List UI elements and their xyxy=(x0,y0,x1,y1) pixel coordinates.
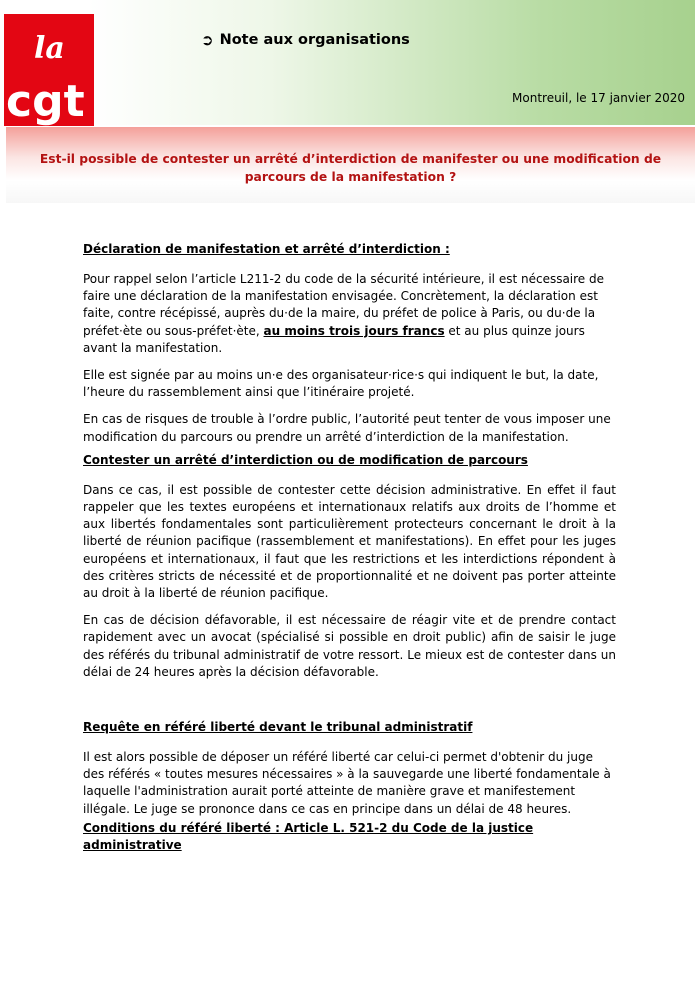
spacer xyxy=(83,691,616,719)
paragraph: En cas de décision défavorable, il est nécessaire de réagir vite et de prendre contact rapidement avec un avocat (spécialisé si possible en droit public) afin de saisir le juge des référés du tribunal administratif de votre ressort. Le mieux est de contester dans un délai de 24 heures après la décision défavorable. xyxy=(83,613,616,679)
arrow-right-icon: ➲ xyxy=(201,30,214,49)
question-banner xyxy=(6,127,695,203)
question-text: Est-il possible de contester un arrêté d’interdiction de manifester ou une modification de parcours de la manifestation ? xyxy=(39,152,662,184)
cgt-logo xyxy=(4,14,94,126)
date-line: Montreuil, le 17 janvier 2020 xyxy=(512,91,685,105)
logo-text-cgt: cgt xyxy=(6,76,85,126)
cgt-logo-graphic xyxy=(4,14,94,126)
paragraph: Dans ce cas, il est possible de contester cette décision administrative. En effet il faut rappeler que les textes européens et internationaux relatifs aux droits de l’homme et aux libertés fondamentales sont particulièrement protecteurs concernant le droit à la liberté de réunion pacifique (rassemblement et manifestations). En effet pour les juges européens et internationaux, il faut que les restrictions et les interdictions répondent à des critères stricts de nécessité et de proportionnalité et ne doivent pas porter atteinte au droit à la liberté de réunion pacifique. xyxy=(83,482,616,601)
paragraph-text: et au plus quinze jours avant la manifestation. xyxy=(83,323,585,355)
note-title-text: Note aux organisations xyxy=(219,32,410,48)
paragraph: En cas de risques de trouble à l’ordre public, l’autorité peut tenter de vous imposer une modification du parcours ou prendre un arrêté d’interdiction de la manifestation. xyxy=(83,412,611,444)
section-heading-contest: Contester un arrêté d’interdiction ou de modification de parcours xyxy=(83,452,528,467)
paragraph xyxy=(83,271,616,357)
paragraph: Il est alors possible de déposer un référé liberté car celui-ci permet d'obtenir du juge des référés « toutes mesures nécessaires » à la sauvegarde une liberté fondamentale à laquelle l'administration aurait porté atteinte de manière grave et manifestement illégale. Le juge se prononce dans ce cas en principe dans un délai de 48 heures. xyxy=(83,750,611,816)
logo-text-la: la xyxy=(34,31,65,66)
section-heading-declaration: Déclaration de manifestation et arrêté d’interdiction : xyxy=(83,242,450,256)
paragraph-text: Pour rappel selon l’article L211-2 du code de la sécurité intérieure, il est nécessaire de faire une déclaration de la manifestation envisagée. Concrètement, la déclaration est faite, contre récépissé, auprès du·de la maire, du préfet de police à Paris, ou du·de la préfet·ète ou sous-préfet·ète, xyxy=(83,272,605,338)
emphasis-text: au moins trois jours francs xyxy=(263,323,445,338)
paragraph: Elle est signée par au moins un·e des organisateur·rice·s qui indiquent le but, la date, l’heure du rassemblement ainsi que l’itinéraire projeté. xyxy=(83,368,599,400)
subheading-conditions: Conditions du référé liberté : Article L. 521-2 du Code de la justice administrative xyxy=(83,820,534,852)
document-body xyxy=(83,241,616,867)
note-title xyxy=(201,32,410,48)
section-heading-referee: Requête en référé liberté devant le tribunal administratif xyxy=(83,720,473,735)
header-green-band xyxy=(88,0,695,125)
